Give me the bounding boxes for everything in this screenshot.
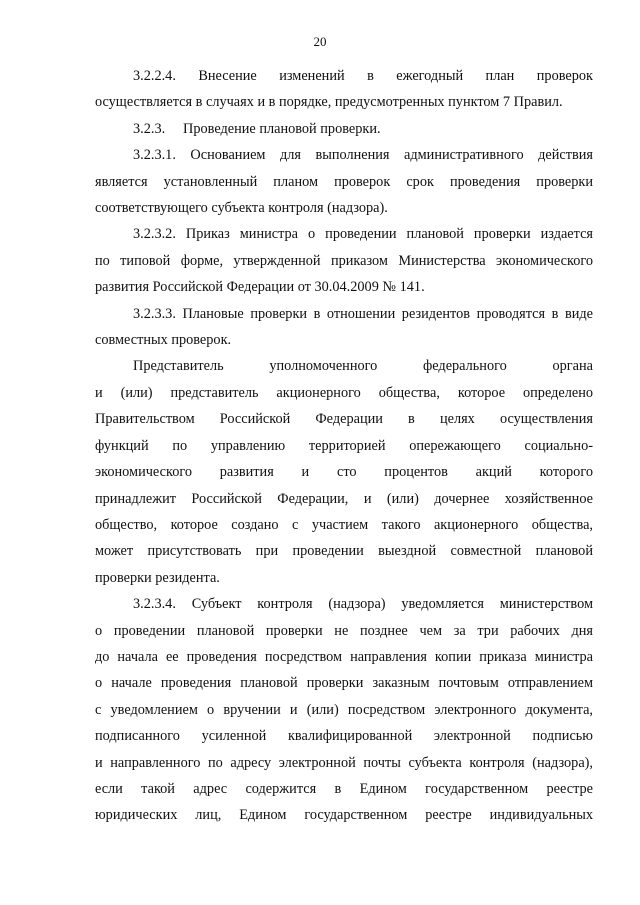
text-line: до начала ее проведения посредством направления копии приказа министра xyxy=(95,648,593,665)
text-line: является установленный планом проверок срок проведения проверки xyxy=(95,173,593,190)
text-line: принадлежит Российской Федерации, и (или) дочернее хозяйственное xyxy=(95,490,593,507)
text-line: соответствующего субъекта контроля (надзора). xyxy=(95,200,388,217)
paragraph-3-2-3-4 xyxy=(95,591,593,829)
text-line: 3.2.3.3. Плановые проверки в отношении резидентов проводятся в виде xyxy=(133,305,593,322)
text-line: по типовой форме, утвержденной приказом Министерства экономического xyxy=(95,252,593,269)
text-line: осуществляется в случаях и в порядке, предусмотренных пунктом 7 Правил. xyxy=(95,94,563,111)
text-line: 3.2.3.2. Приказ министра о проведении плановой проверки издается xyxy=(133,226,593,243)
paragraph-3-2-3 xyxy=(95,116,593,142)
text-line: совместных проверок. xyxy=(95,332,232,349)
text-line: о начале проведения плановой проверки заказным почтовым отправлением xyxy=(95,675,593,692)
paragraph-representative xyxy=(95,353,593,591)
text-line: Правительством Российской Федерации в целях осуществления xyxy=(95,411,593,428)
section-heading: 3.2.3. Проведение плановой проверки. xyxy=(133,120,381,137)
paragraph-3-2-2-4 xyxy=(95,63,593,116)
paragraph-3-2-3-1 xyxy=(95,142,593,221)
text-line: Представитель уполномоченного федерального органа xyxy=(133,358,593,375)
text-line: и (или) представитель акционерного общества, которое определено xyxy=(95,384,593,401)
text-line: и направленного по адресу электронной почты субъекта контроля (надзора), xyxy=(95,754,593,771)
text-line: общество, которое создано с участием такого акционерного общества, xyxy=(95,516,593,533)
text-line: юридических лиц, Едином государственном реестре индивидуальных xyxy=(95,807,593,824)
document-body xyxy=(95,63,593,829)
text-line: о проведении плановой проверки не позднее чем за три рабочих дня xyxy=(95,622,593,639)
text-line: подписанного усиленной квалифицированной электронной подписью xyxy=(95,728,593,745)
paragraph-3-2-3-2 xyxy=(95,221,593,300)
text-line: если такой адрес содержится в Едином государственном реестре xyxy=(95,780,593,797)
text-line: развития Российской Федерации от 30.04.2009 № 141. xyxy=(95,279,425,296)
text-line: 3.2.2.4. Внесение изменений в ежегодный план проверок xyxy=(133,68,593,84)
text-line: функций по управлению территорией опережающего социально- xyxy=(95,437,593,454)
text-line: может присутствовать при проведении выездной совместной плановой xyxy=(95,543,593,560)
text-line: экономического развития и сто процентов акций которого xyxy=(95,464,593,481)
page-number: 20 xyxy=(313,34,327,49)
text-line: с уведомлением о вручении и (или) посредством электронного документа, xyxy=(95,701,593,718)
paragraph-3-2-3-3 xyxy=(95,301,593,354)
text-line: 3.2.3.1. Основанием для выполнения административного действия xyxy=(133,147,593,164)
text-line: 3.2.3.4. Субъект контроля (надзора) уведомляется министерством xyxy=(133,596,593,613)
text-line: проверки резидента. xyxy=(95,569,220,586)
